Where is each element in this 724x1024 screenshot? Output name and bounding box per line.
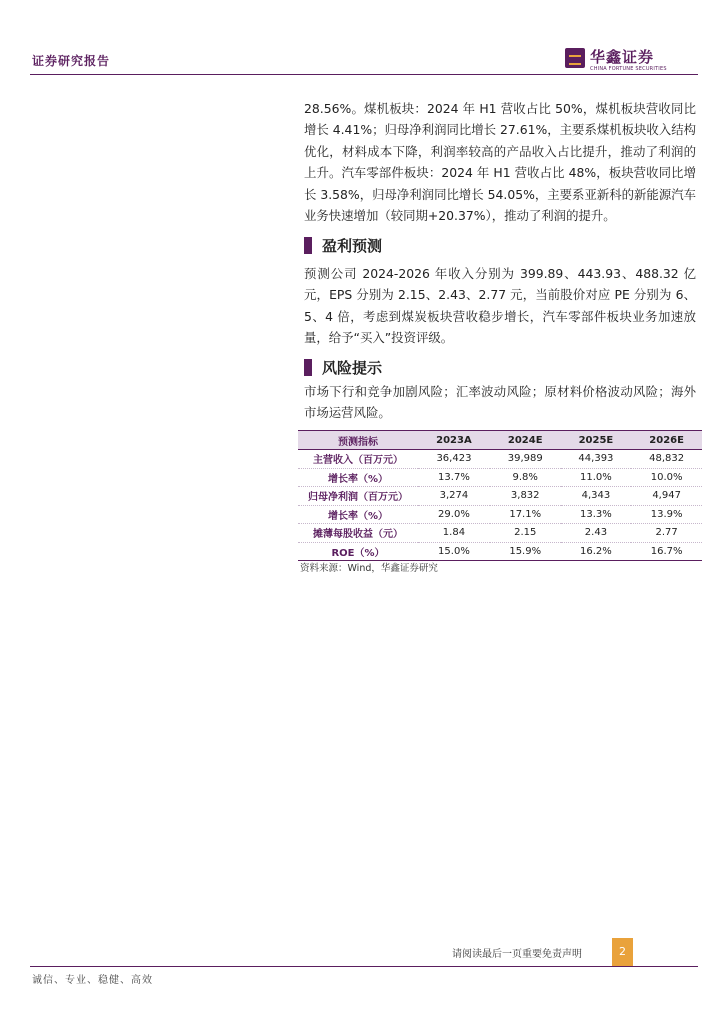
table-cell: 16.7% bbox=[631, 542, 702, 561]
table-header-row bbox=[298, 431, 702, 450]
table-row bbox=[298, 468, 702, 487]
table-cell: 9.8% bbox=[490, 468, 561, 487]
table-cell: 15.9% bbox=[490, 542, 561, 561]
table-row bbox=[298, 524, 702, 543]
metric-name: 归母净利润（百万元） bbox=[298, 487, 418, 506]
table-row bbox=[298, 505, 702, 524]
table-cell: 15.0% bbox=[418, 542, 490, 561]
table-header-cell: 2026E bbox=[631, 431, 702, 450]
table-cell: 3,274 bbox=[418, 487, 490, 506]
section-marker bbox=[304, 237, 312, 254]
table-cell: 4,947 bbox=[631, 487, 702, 506]
table-header-cell: 2025E bbox=[561, 431, 632, 450]
metric-name: 增长率（%） bbox=[298, 468, 418, 487]
table-header-cell: 2024E bbox=[490, 431, 561, 450]
table-cell: 2.77 bbox=[631, 524, 702, 543]
section-marker bbox=[304, 359, 312, 376]
table-cell: 17.1% bbox=[490, 505, 561, 524]
table-cell: 11.0% bbox=[561, 468, 632, 487]
table-source-note: 资料来源：Wind，华鑫证券研究 bbox=[300, 563, 438, 574]
footer-slogan: 诚信、专业、稳健、高效 bbox=[32, 975, 153, 986]
footer-divider bbox=[30, 966, 698, 967]
logo-mark-icon bbox=[565, 48, 585, 68]
disclaimer-note: 请阅读最后一页重要免责声明 bbox=[452, 949, 582, 960]
table-header-cell: 2023A bbox=[418, 431, 490, 450]
company-logo bbox=[565, 46, 665, 74]
table-cell: 36,423 bbox=[418, 450, 490, 469]
logo-name-en: CHINA FORTUNE SECURITIES bbox=[590, 66, 667, 72]
page-number: 2 bbox=[612, 938, 633, 966]
table-header-cell: 预测指标 bbox=[298, 431, 418, 450]
forecast-paragraph: 预测公司 2024-2026 年收入分别为 399.89、443.93、488.32 亿元，EPS 分别为 2.15、2.43、2.77 元，当前股价对应 PE 分别为 6、5、4 倍，考虑到煤炭板块营收稳步增长，汽车零部件板块业务加速放量，给予“买入”投资评级。 bbox=[304, 266, 696, 346]
table-cell: 13.7% bbox=[418, 468, 490, 487]
metric-name: 主营收入（百万元） bbox=[298, 450, 418, 469]
table-cell: 1.84 bbox=[418, 524, 490, 543]
table-row bbox=[298, 542, 702, 561]
table-cell: 4,343 bbox=[561, 487, 632, 506]
table-cell: 39,989 bbox=[490, 450, 561, 469]
table-row bbox=[298, 450, 702, 469]
table-cell: 3,832 bbox=[490, 487, 561, 506]
table-cell: 10.0% bbox=[631, 468, 702, 487]
section-title: 风险提示 bbox=[322, 359, 383, 377]
table-row bbox=[298, 487, 702, 506]
header-divider bbox=[30, 74, 698, 75]
table-cell: 48,832 bbox=[631, 450, 702, 469]
table-cell: 29.0% bbox=[418, 505, 490, 524]
section-title: 盈利预测 bbox=[322, 237, 383, 255]
table-cell: 44,393 bbox=[561, 450, 632, 469]
table-cell: 2.15 bbox=[490, 524, 561, 543]
metric-name: ROE（%） bbox=[298, 542, 418, 561]
report-type-label: 证券研究报告 bbox=[32, 54, 111, 68]
table-cell: 16.2% bbox=[561, 542, 632, 561]
risk-paragraph: 市场下行和竞争加剧风险；汇率波动风险；原材料价格波动风险；海外市场运营风险。 bbox=[304, 384, 696, 421]
table-cell: 13.3% bbox=[561, 505, 632, 524]
logo-name-cn: 华鑫证券 bbox=[590, 48, 655, 66]
table-cell: 13.9% bbox=[631, 505, 702, 524]
metric-name: 摊薄每股收益（元） bbox=[298, 524, 418, 543]
table-cell: 2.43 bbox=[561, 524, 632, 543]
metric-name: 增长率（%） bbox=[298, 505, 418, 524]
forecast-table bbox=[298, 430, 702, 561]
segment-analysis-paragraph: 28.56%。煤机板块：2024 年 H1 营收占比 50%，煤机板块营收同比增长 4.41%；归母净利润同比增长 27.61%，主要系煤机板块收入结构优化，材料成本下降，利润率较高的产品收入占比提升，推动了利润的上升。汽车零部件板块：2024 年 H1 营收占比 48%，板块营收同比增长 3.58%，归母净利润同比增长 54.05%，主要系亚新科的新能源汽车业务快速增加（较同期+20.37%），推动了利润的提升。 bbox=[304, 101, 696, 224]
